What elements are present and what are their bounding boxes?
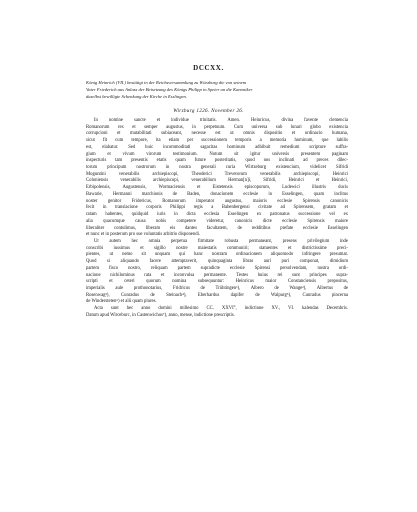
paragraph-corroboratio [86, 239, 348, 306]
text-line: Datum apud Wirceburc, in Castenwichus⁷), anno, mense, indictione prescriptis. [86, 312, 235, 318]
text-line: liberaliter contulimus, liberam eis dantes facultatem, de redditibus prefate ecclesie Esselingen [86, 225, 348, 231]
text-line: gium et vivum virorum testimonium. Notum sit igitur universis presentem paginam [86, 151, 348, 157]
text-line: noster genitor Fridericus, Romanorum imperator augustus, maioris ecclesie Spirensis canonicis [86, 198, 348, 204]
text-line: sicut fit cum tempore, ita etiam per successionem temporis a memoria hominum, que labilis [86, 138, 348, 144]
text-line: Moguntini venerabilis archiepiscopi, Theoderici Treverorum venerabilis archiepiscopi, Heinrici [86, 171, 348, 177]
text-line: alia quacumque causa nobis competere videretur, canonicis dicte ecclesie Spirensis maiore [86, 218, 348, 224]
text-line: ratam habentes, quidquid iuris in dicta ecclesia Esselingen ex patronatus successione vel ex [86, 212, 348, 218]
regest-line: Vater Friederich aus Anlass der Beisetzung des Königs Philipp in Speier an die Kanoniker [86, 86, 253, 92]
text-line: de Windersteten⁶) et alii quam plures. [86, 299, 157, 305]
text-line: est, elabatur. Sed huic incommoditati sagacitas hominum adhibuit remedium scripture suffra- [86, 144, 348, 150]
charter-text [86, 118, 348, 320]
text-line: scripti et ceteri quorum nomina subsequuntur: Heinricus maior Constanciensis prepositus, [86, 279, 348, 285]
text-line: Erbipolensis, Augustensis, Wormaciensis et Eistetensis episcoporum, Ludewici illustris ducis [86, 185, 348, 191]
text-line: Acta sunt hec anno domini millesimo CC. XXVI°, indictione XV., VI. kalendas Decembris. [94, 306, 348, 312]
text-line: fecit in translacione corporis Philippi regis a Babenbergensi civitate ad Spirensem, gratam et [86, 205, 348, 211]
regest-summary [86, 80, 348, 100]
dateline: Wirzburg 1226. November 26. [173, 108, 244, 114]
text-line: Coloniensis venerabilis archiepiscopi, venerabilium Herman[n]i, Sifridi, Heinrici et Heinrici, [86, 178, 348, 184]
text-line: corrupcioni et mutabilitati subiaceant, necesse est ut omnis dispositio et ordinacio humana, [86, 131, 348, 137]
text-line: Bawarie, Hermanni marchionis de Baden, donacionem ecclesie in Esselingen, quam inclitus [86, 191, 348, 197]
paragraph-datum [86, 306, 348, 319]
text-line: partem fisco nostro, reliquam partem supradicte ecclesie Spirensi persolvendam, nostra ordi- [86, 265, 348, 271]
document-number: DCCXX. [193, 64, 224, 72]
text-line: et nunc et in posterum pro sue voluntatis arbitrio disponendi. [86, 232, 201, 238]
text-line: Quod si aliquando facere attemptaverit, quinquaginta libras auri puri componat, dimidium [86, 259, 348, 265]
text-line: Ut autem hec omnia perpetua firmitate robusta permaneant, presens privilegium inde [94, 238, 348, 244]
regest-line: König Heinrich (VII.) bestätigt in der Reichsversammlung zu Würzburg die von seinem [86, 80, 247, 85]
regest-line: daselbst bewilligte Schenkung der Kirche in Esslingen. [86, 93, 188, 99]
text-line: imperialis aule prothonotarius, Fridricus de Trühtingen¹), Albero de Wange²), Albertus de [86, 285, 348, 291]
text-line: conscribi iussimus et sigillo nostre maiestatis communiri; statuentes et districtissime preci- [86, 245, 348, 251]
text-line: inspecturis tam presentis etatis quam future posteritatis, quod nos inclinati ad preces dilec- [86, 158, 348, 164]
text-line: torum principum nostrorum in nostra generali curia Wirtzeburg existencium, videlicet Sifridi [86, 165, 348, 171]
text-line: Rosenwag³), Cunradus de Steinach⁴), Eberhardus dapifer de Walpurg⁵), Cunradus pincerna [86, 292, 348, 298]
text-line: In nomine sancte et individue trinitatis. Amen. Heinricus, divina favente clemencia [94, 118, 348, 123]
text-line: nacione nichilominus rata et inconvulsa permanente. Testes huius rei sunt principes supra- [86, 272, 348, 278]
text-line: Romanorum rex et semper augustus, in perpetuum. Cum universa sub lunari globo existencia [86, 124, 348, 130]
paragraph-intitulatio [86, 118, 348, 239]
text-line: pientes, ut nemo sit unquam qui hanc nostram ordinacionem aliquomodo infringere presumat. [86, 252, 348, 258]
